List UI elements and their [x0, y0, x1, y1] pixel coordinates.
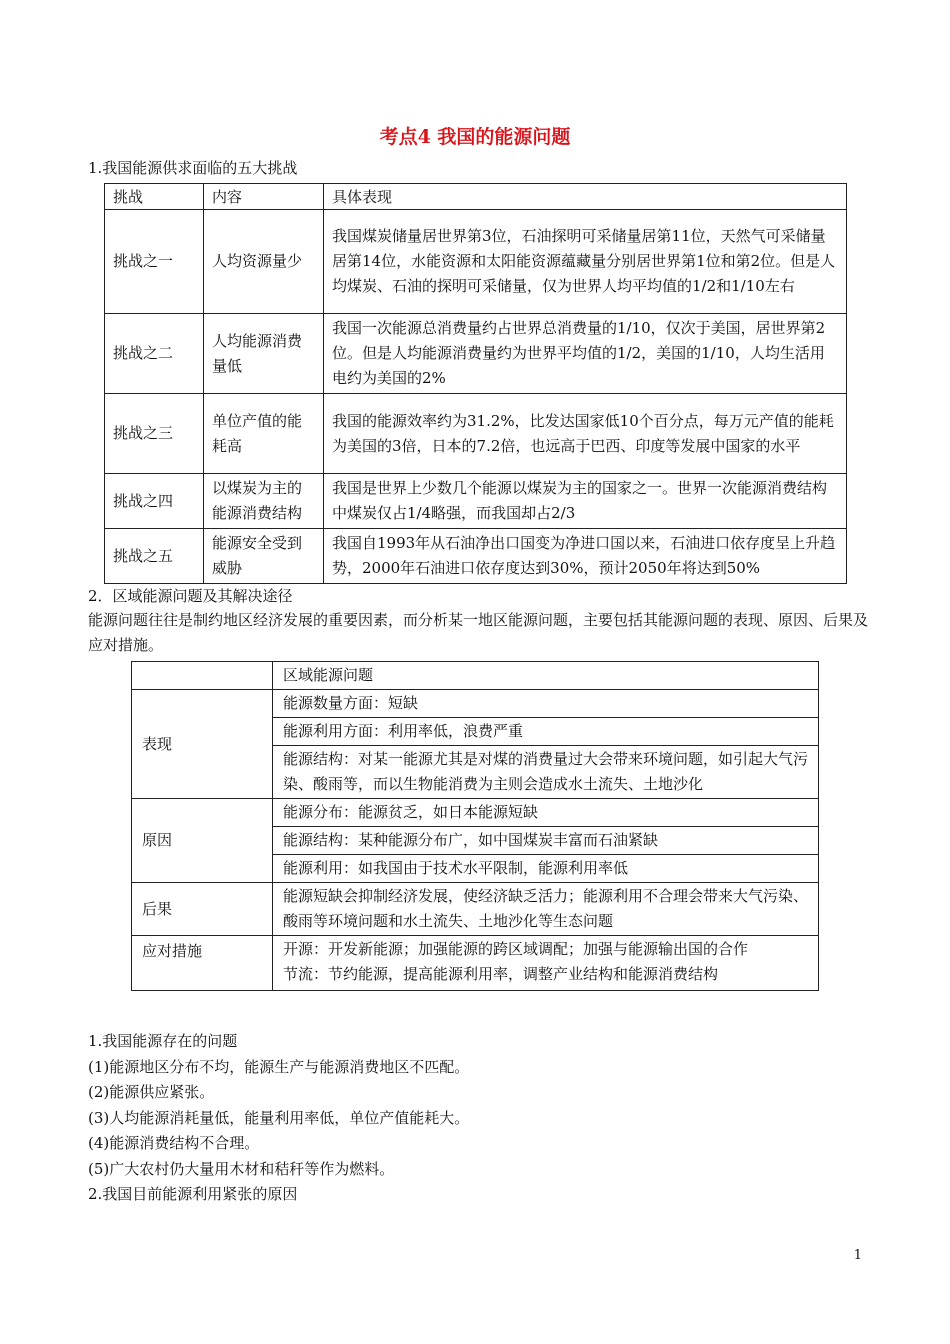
group-label: 原因 — [132, 799, 273, 883]
section1-heading: 1.我国能源供求面临的五大挑战 — [88, 159, 298, 177]
group-item: 能源分布：能源贫乏，如日本能源短缺 — [273, 799, 819, 827]
group-label: 表现 — [132, 690, 273, 799]
group-label: 后果 — [132, 883, 273, 936]
table-header-row — [105, 184, 847, 210]
group-item: 能源结构：对某一能源尤其是对煤的消费量过大会带来环境问题，如引起大气污染、酸雨等，而以生物能消费为主则会造成水土流失、土地沙化 — [273, 746, 819, 799]
list-item: (5)广大农村仍大量用木材和秸秆等作为燃料。 — [88, 1160, 395, 1178]
challenge-content: 单位产值的能耗高 — [204, 394, 324, 474]
challenge-detail: 我国煤炭储量居世界第3位，石油探明可采储量居第11位，天然气可采储量居第14位，水能资源和太阳能资源蕴藏量分别居世界第1位和第2位。但是人均煤炭、石油的探明可采储量，仅为世界人均平均值的1/2和1/10左右 — [324, 210, 847, 314]
measure-line: 节流：节约能源，提高能源利用率，调整产业结构和能源消费结构 — [283, 965, 719, 983]
table-row — [132, 936, 819, 991]
empty-cell — [132, 662, 273, 690]
table-row — [132, 799, 819, 827]
challenge-content: 人均资源量少 — [204, 210, 324, 314]
challenge-detail: 我国的能源效率约为31.2%，比发达国家低10个百分点，每万元产值的能耗为美国的3倍，日本的7.2倍，也远高于巴西、印度等发展中国家的水平 — [324, 394, 847, 474]
table-row — [132, 883, 819, 936]
challenge-detail: 我国自1993年从石油净出口国变为净进口国以来，石油进口依存度呈上升趋势，2000年石油进口依存度达到30%，预计2050年将达到50% — [324, 529, 847, 584]
table-row — [105, 314, 847, 394]
challenge-detail: 我国一次能源总消费量约占世界总消费量的1/10，仅次于美国，居世界第2位。但是人均能源消费量约为世界平均值的1/2，美国的1/10，人均生活用电约为美国的2% — [324, 314, 847, 394]
group-item — [273, 936, 819, 991]
list-item: (3)人均能源消耗量低，能量利用率低，单位产值能耗大。 — [88, 1109, 470, 1127]
section3-heading: 1.我国能源存在的问题 — [88, 1032, 238, 1050]
regional-energy-table — [131, 661, 819, 991]
table-header-row — [132, 662, 819, 690]
header-cell: 区域能源问题 — [273, 662, 819, 690]
challenge-name: 挑战之五 — [105, 529, 204, 584]
group-item: 能源数量方面：短缺 — [273, 690, 819, 718]
section2-intro: 能源问题往往是制约地区经济发展的重要因素，而分析某一地区能源问题，主要包括其能源问题的表现、原因、后果及应对措施。 — [88, 611, 869, 654]
challenge-name: 挑战之四 — [105, 474, 204, 529]
table-row — [105, 394, 847, 474]
table-row — [105, 529, 847, 584]
challenge-content: 能源安全受到威胁 — [204, 529, 324, 584]
challenge-name: 挑战之二 — [105, 314, 204, 394]
challenges-table — [104, 183, 847, 584]
challenge-content: 以煤炭为主的能源消费结构 — [204, 474, 324, 529]
header-cell: 挑战 — [105, 184, 204, 210]
header-cell: 具体表现 — [324, 184, 847, 210]
challenge-name: 挑战之三 — [105, 394, 204, 474]
header-cell: 内容 — [204, 184, 324, 210]
table-row — [132, 690, 819, 718]
section2-heading: 2．区域能源问题及其解决途径 — [88, 587, 293, 605]
table-row — [105, 474, 847, 529]
challenge-name: 挑战之一 — [105, 210, 204, 314]
list-item: (2)能源供应紧张。 — [88, 1083, 215, 1101]
group-item: 能源利用方面：利用率低，浪费严重 — [273, 718, 819, 746]
section4-heading: 2.我国目前能源利用紧张的原因 — [88, 1185, 298, 1203]
group-label: 应对措施 — [132, 936, 273, 991]
group-item: 能源短缺会抑制经济发展，使经济缺乏活力；能源利用不合理会带来大气污染、酸雨等环境问题和水土流失、土地沙化等生态问题 — [273, 883, 819, 936]
group-item: 能源结构：某种能源分布广，如中国煤炭丰富而石油紧缺 — [273, 827, 819, 855]
measure-line: 开源：开发新能源；加强能源的跨区域调配；加强与能源输出国的合作 — [283, 940, 749, 958]
challenge-detail: 我国是世界上少数几个能源以煤炭为主的国家之一。世界一次能源消费结构中煤炭仅占1/4略强，而我国却占2/3 — [324, 474, 847, 529]
challenge-content: 人均能源消费量低 — [204, 314, 324, 394]
group-item: 能源利用：如我国由于技术水平限制，能源利用率低 — [273, 855, 819, 883]
list-item: (1)能源地区分布不均，能源生产与能源消费地区不匹配。 — [88, 1058, 470, 1076]
page-number: 1 — [853, 1248, 862, 1263]
page-title: 考点4 我国的能源问题 — [379, 126, 571, 148]
list-item: (4)能源消费结构不合理。 — [88, 1134, 260, 1152]
table-row — [105, 210, 847, 314]
